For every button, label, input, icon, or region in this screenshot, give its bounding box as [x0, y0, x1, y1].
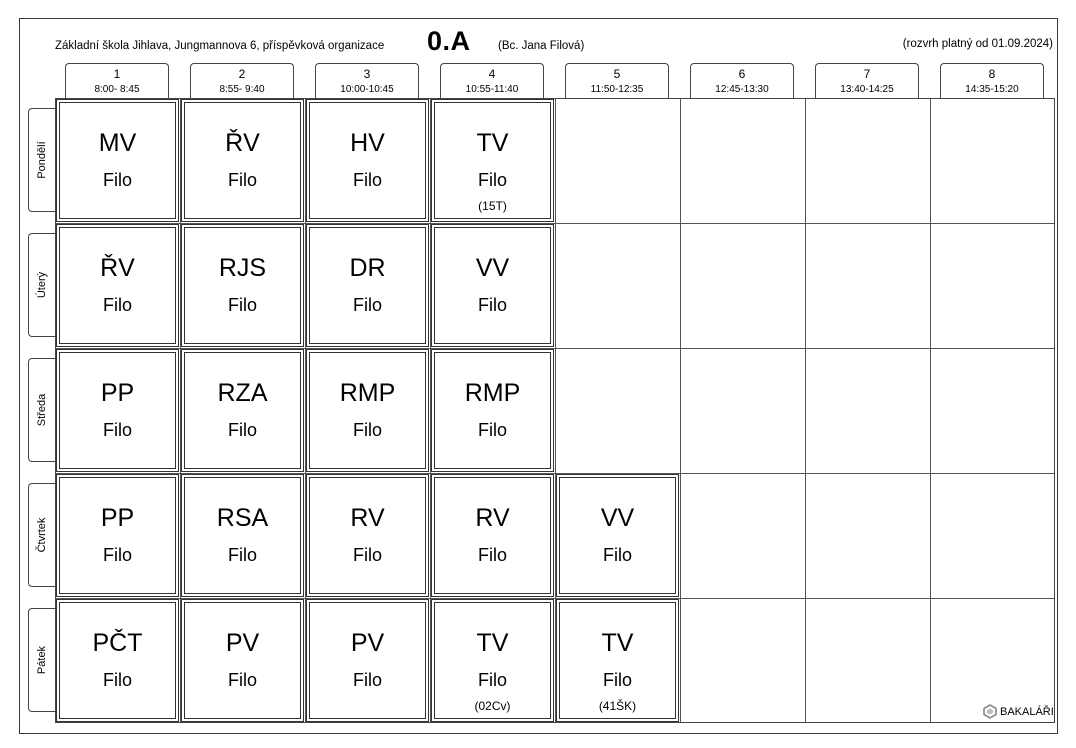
day-label-2	[28, 233, 55, 337]
lesson-cell[interactable]	[306, 599, 429, 722]
lesson-subject: VV	[600, 504, 635, 532]
class-name: 0.A	[427, 26, 471, 56]
period-time: 11:50-12:35	[590, 84, 644, 95]
lesson-subject: RV	[350, 504, 385, 532]
lesson-subject: DR	[349, 254, 386, 282]
lesson-subject: RZA	[217, 379, 268, 407]
lesson-teacher: Filo	[352, 545, 382, 565]
period-number: 7	[863, 67, 871, 81]
period-header-1	[65, 63, 169, 98]
lesson-cell[interactable]	[306, 99, 429, 222]
lesson-teacher: Filo	[227, 170, 257, 190]
lesson-cell[interactable]	[556, 474, 679, 597]
grid-column-line	[805, 99, 806, 722]
lesson-room: (02Cv)	[474, 699, 511, 713]
day-label-1	[28, 108, 55, 212]
period-number: 1	[113, 67, 121, 81]
period-time: 8:55- 9:40	[219, 84, 265, 95]
period-number: 4	[488, 67, 496, 81]
bakalari-logo-icon	[983, 704, 997, 719]
day-name: Středa	[36, 393, 48, 427]
lesson-subject: TV	[601, 629, 634, 657]
grid-column-line	[680, 99, 681, 722]
lesson-subject: VV	[475, 254, 510, 282]
class-teacher: (Bc. Jana Filová)	[498, 40, 585, 52]
lesson-subject: RV	[475, 504, 510, 532]
period-header-7	[815, 63, 919, 98]
lesson-teacher: Filo	[477, 545, 507, 565]
lesson-subject: TV	[476, 629, 509, 657]
lesson-room: (41ŠK)	[598, 699, 637, 713]
period-header-3	[315, 63, 419, 98]
lesson-cell[interactable]	[181, 599, 304, 722]
lesson-subject: PV	[350, 629, 385, 657]
lesson-teacher: Filo	[602, 670, 632, 690]
period-time: 14:35-15:20	[965, 84, 1019, 95]
lesson-teacher: Filo	[477, 170, 507, 190]
lesson-cell[interactable]	[181, 224, 304, 347]
lesson-subject: RJS	[218, 254, 267, 282]
lesson-teacher: Filo	[227, 295, 257, 315]
day-name: Čtvrtek	[36, 517, 48, 553]
lesson-teacher: Filo	[227, 420, 257, 440]
lesson-cell[interactable]	[181, 474, 304, 597]
lesson-subject: PČT	[92, 629, 143, 657]
lesson-subject: TV	[476, 129, 509, 157]
period-time: 10:00-10:45	[340, 84, 394, 95]
period-number: 5	[613, 67, 621, 81]
timetable-grid	[55, 98, 1055, 723]
lesson-cell[interactable]	[181, 99, 304, 222]
lesson-teacher: Filo	[352, 170, 382, 190]
day-name: Úterý	[36, 271, 48, 299]
grid-column-line	[930, 99, 931, 722]
day-name: Pondělí	[36, 141, 48, 179]
school-name: Základní škola Jihlava, Jungmannova 6, příspěvková organizace	[55, 40, 385, 52]
period-header-5	[565, 63, 669, 98]
lesson-cell[interactable]	[556, 599, 679, 722]
lesson-cell[interactable]	[431, 224, 554, 347]
lesson-teacher: Filo	[102, 545, 132, 565]
lesson-teacher: Filo	[352, 295, 382, 315]
lesson-cell[interactable]	[431, 349, 554, 472]
day-name: Pátek	[36, 645, 48, 675]
lesson-cell[interactable]	[431, 99, 554, 222]
lesson-teacher: Filo	[227, 670, 257, 690]
lesson-cell[interactable]	[306, 349, 429, 472]
period-time: 8:00- 8:45	[94, 84, 140, 95]
period-number: 3	[363, 67, 371, 81]
day-label-4	[28, 483, 55, 587]
logo-text: BAKALÁŘI	[1000, 705, 1054, 718]
lesson-cell[interactable]	[306, 474, 429, 597]
period-header-2	[190, 63, 294, 98]
valid-from: (rozvrh platný od 01.09.2024)	[902, 38, 1053, 50]
lesson-cell[interactable]	[181, 349, 304, 472]
lesson-subject: RMP	[464, 379, 521, 407]
lesson-cell[interactable]	[56, 349, 179, 472]
lesson-subject: HV	[350, 129, 385, 157]
lesson-teacher: Filo	[477, 420, 507, 440]
lesson-teacher: Filo	[102, 670, 132, 690]
period-header-8	[940, 63, 1044, 98]
lesson-teacher: Filo	[477, 295, 507, 315]
lesson-cell[interactable]	[431, 599, 554, 722]
lesson-teacher: Filo	[102, 170, 132, 190]
lesson-room: (15T)	[478, 199, 507, 213]
lesson-subject: ŘV	[225, 129, 260, 157]
lesson-cell[interactable]	[306, 224, 429, 347]
lesson-subject: MV	[98, 129, 137, 157]
lesson-teacher: Filo	[227, 545, 257, 565]
lesson-subject: PP	[100, 379, 135, 407]
lesson-teacher: Filo	[352, 670, 382, 690]
lesson-teacher: Filo	[352, 420, 382, 440]
period-number: 2	[238, 67, 246, 81]
lesson-teacher: Filo	[477, 670, 507, 690]
day-label-3	[28, 358, 55, 462]
period-number: 6	[738, 67, 746, 81]
lesson-teacher: Filo	[102, 295, 132, 315]
period-time: 12:45-13:30	[715, 84, 769, 95]
lesson-cell[interactable]	[431, 474, 554, 597]
lesson-teacher: Filo	[102, 420, 132, 440]
bakalari-logo	[983, 704, 1054, 719]
period-header-4	[440, 63, 544, 98]
period-header-6	[690, 63, 794, 98]
period-time: 13:40-14:25	[840, 84, 894, 95]
lesson-subject: RMP	[339, 379, 396, 407]
period-number: 8	[988, 67, 996, 81]
lesson-cell[interactable]	[56, 599, 179, 722]
lesson-subject: PP	[100, 504, 135, 532]
lesson-cell[interactable]	[56, 474, 179, 597]
lesson-subject: RSA	[216, 504, 269, 532]
day-label-5	[28, 608, 55, 712]
lesson-teacher: Filo	[602, 545, 632, 565]
lesson-cell[interactable]	[56, 99, 179, 222]
lesson-subject: ŘV	[100, 254, 135, 282]
period-time: 10:55-11:40	[465, 84, 519, 95]
lesson-subject: PV	[225, 629, 260, 657]
lesson-cell[interactable]	[56, 224, 179, 347]
